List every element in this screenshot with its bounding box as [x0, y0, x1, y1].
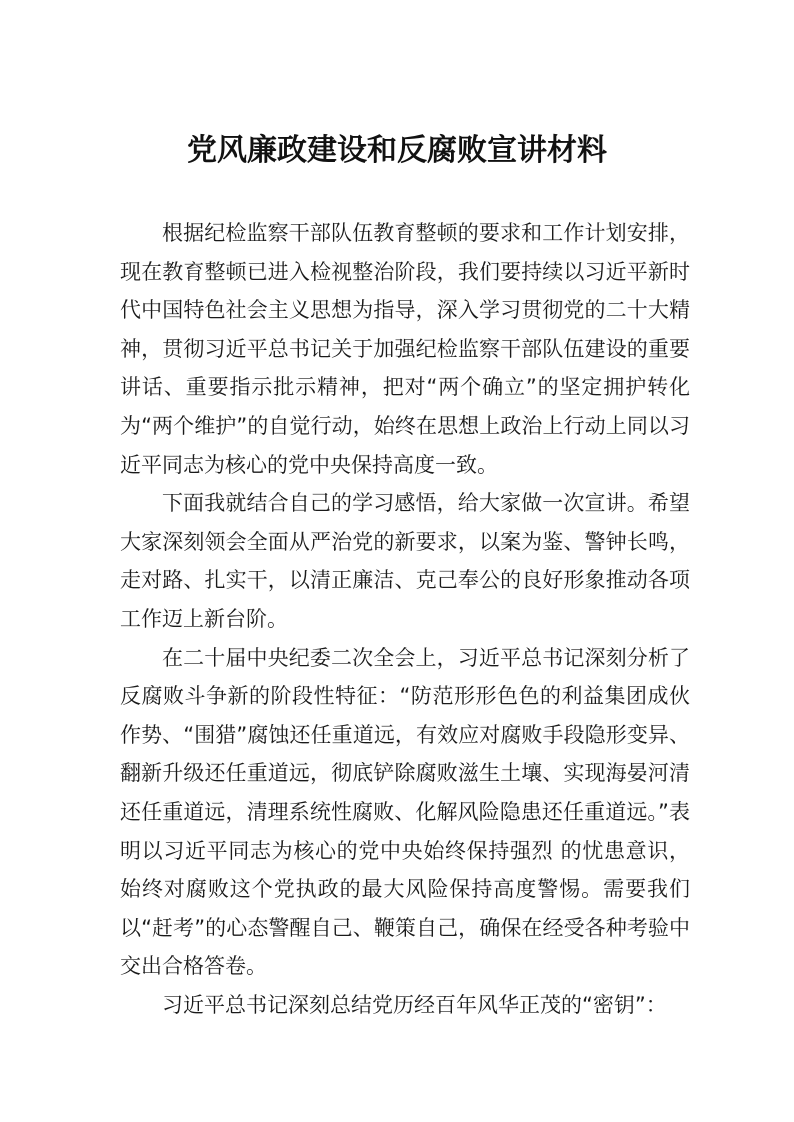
document-body — [120, 214, 690, 1024]
paragraph-1: 根据纪检监察干部队伍教育整顿的要求和工作计划安排，现在教育整顿已进入检视整治阶段，我们要持续以习近平新时代中国特色社会主义思想为指导，深入学习贯彻党的二十大精神，贯彻习近平总书记关于加强纪检监察干部队伍建设的重要讲话、重要指示批示精神，把对“两个确立”的坚定拥护转化为“两个维护”的自觉行动，始终在思想上政治上行动上同以习近平同志为核心的党中央保持高度一致。 — [120, 221, 690, 477]
document-title: 党风廉政建设和反腐败宣讲材料 — [187, 133, 607, 168]
paragraph-3: 在二十届中央纪委二次全会上，习近平总书记深刻分析了反腐败斗争新的阶段性特征：“防范形形色色的利益集团成伙作势、“围猎”腐蚀还任重道远，有效应对腐败手段隐形变异、翻新升级还任重道远，彻底铲除腐败滋生土壤、实现海晏河清还任重道远，清理系统性腐败、化解风险隐患还任重道远。”表明以习近平同志为核心的党中央始终保持强烈 的忧患意识，始终对腐败这个党执政的最大风险保持高度警惕。需要我们以“赶考”的心态警醒自己、鞭策自己，确保在经受各种考验中交出合格答卷。 — [120, 645, 690, 979]
paragraph-4: 习近平总书记深刻总结党历经百年风华正茂的“密钥”： — [162, 992, 667, 1017]
paragraph-2: 下面我就结合自己的学习感悟，给大家做一次宣讲。希望大家深刻领会全面从严治党的新要求，以案为鉴、警钟长鸣，走对路、扎实干，以清正廉洁、克己奉公的良好形象推动各项工作迈上新台阶。 — [120, 491, 690, 631]
